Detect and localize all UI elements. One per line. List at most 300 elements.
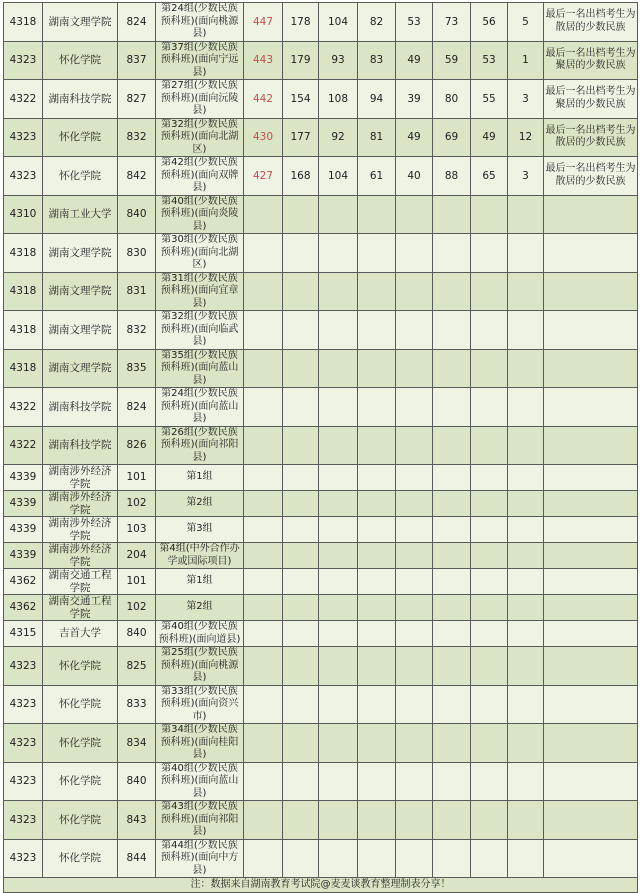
subject-score: [396, 517, 433, 543]
subject-score: [471, 543, 508, 569]
subject-score: [283, 491, 319, 517]
subject-score: 53: [471, 41, 508, 80]
table-row: [4, 3, 638, 42]
institution-code: 4323: [4, 647, 43, 686]
subject-score: 39: [396, 80, 433, 119]
institution-code: 4322: [4, 80, 43, 119]
subject-score: [358, 762, 396, 801]
remark: [544, 234, 638, 273]
subject-score: 177: [283, 118, 319, 157]
subject-score: [508, 595, 544, 621]
subject-score: [433, 426, 471, 465]
remark: [544, 595, 638, 621]
min-score: [244, 801, 283, 840]
subject-score: [433, 543, 471, 569]
admission-score-table: [3, 2, 638, 893]
institution-code: 4362: [4, 595, 43, 621]
subject-score: [283, 311, 319, 350]
subject-score: [471, 621, 508, 647]
group-code: 835: [118, 349, 156, 388]
institution-name: 怀化学院: [43, 839, 118, 878]
table-row: [4, 195, 638, 234]
group-name: 第44组(少数民族预科班)(面向中方县): [156, 839, 244, 878]
subject-score: [433, 647, 471, 686]
remark: [544, 543, 638, 569]
table-row: [4, 685, 638, 724]
subject-score: [358, 517, 396, 543]
subject-score: [508, 543, 544, 569]
institution-name: 怀化学院: [43, 685, 118, 724]
subject-score: [358, 195, 396, 234]
subject-score: [319, 491, 358, 517]
subject-score: [471, 388, 508, 427]
min-score: [244, 685, 283, 724]
subject-score: [433, 349, 471, 388]
table-row: [4, 311, 638, 350]
table-row: [4, 349, 638, 388]
subject-score: 88: [433, 157, 471, 196]
group-name: 第2组: [156, 595, 244, 621]
table-row: [4, 491, 638, 517]
subject-score: [396, 426, 433, 465]
subject-score: 56: [471, 3, 508, 42]
subject-score: [319, 569, 358, 595]
group-name: 第33组(少数民族预科班)(面向资兴市): [156, 685, 244, 724]
subject-score: [358, 426, 396, 465]
subject-score: [471, 685, 508, 724]
group-code: 830: [118, 234, 156, 273]
table-row: [4, 388, 638, 427]
subject-score: 40: [396, 157, 433, 196]
min-score: 442: [244, 80, 283, 119]
subject-score: [319, 543, 358, 569]
subject-score: [319, 801, 358, 840]
subject-score: [433, 517, 471, 543]
table-row: [4, 41, 638, 80]
table-row: [4, 157, 638, 196]
remark: [544, 621, 638, 647]
subject-score: 5: [508, 3, 544, 42]
subject-score: [358, 724, 396, 763]
subject-score: [508, 724, 544, 763]
subject-score: [283, 762, 319, 801]
remark: [544, 724, 638, 763]
subject-score: 12: [508, 118, 544, 157]
subject-score: [319, 647, 358, 686]
subject-score: [433, 388, 471, 427]
remark: [544, 647, 638, 686]
subject-score: [433, 491, 471, 517]
subject-score: [471, 311, 508, 350]
group-code: 831: [118, 272, 156, 311]
subject-score: 81: [358, 118, 396, 157]
min-score: [244, 621, 283, 647]
min-score: [244, 426, 283, 465]
group-name: 第40组(少数民族预科班)(面向道县): [156, 621, 244, 647]
institution-name: 怀化学院: [43, 724, 118, 763]
subject-score: 93: [319, 41, 358, 80]
institution-code: 4339: [4, 465, 43, 491]
subject-score: [508, 195, 544, 234]
group-code: 834: [118, 724, 156, 763]
subject-score: [319, 349, 358, 388]
subject-score: [471, 839, 508, 878]
min-score: [244, 647, 283, 686]
subject-score: 49: [471, 118, 508, 157]
subject-score: [358, 543, 396, 569]
subject-score: [396, 388, 433, 427]
min-score: [244, 465, 283, 491]
subject-score: [471, 569, 508, 595]
subject-score: [433, 621, 471, 647]
min-score: [244, 195, 283, 234]
subject-score: [508, 762, 544, 801]
min-score: [244, 724, 283, 763]
subject-score: [396, 685, 433, 724]
subject-score: [283, 724, 319, 763]
subject-score: 49: [396, 118, 433, 157]
institution-code: 4322: [4, 426, 43, 465]
subject-score: [433, 465, 471, 491]
institution-code: 4323: [4, 762, 43, 801]
subject-score: [358, 685, 396, 724]
subject-score: [508, 801, 544, 840]
subject-score: [508, 839, 544, 878]
subject-score: [508, 388, 544, 427]
subject-score: [508, 272, 544, 311]
group-code: 102: [118, 491, 156, 517]
group-code: 840: [118, 762, 156, 801]
subject-score: [358, 349, 396, 388]
min-score: [244, 762, 283, 801]
subject-score: 178: [283, 3, 319, 42]
subject-score: [433, 762, 471, 801]
subject-score: [396, 272, 433, 311]
subject-score: [396, 543, 433, 569]
group-code: 844: [118, 839, 156, 878]
institution-code: 4323: [4, 839, 43, 878]
table-footer: [4, 878, 638, 893]
institution-name: 湖南文理学院: [43, 272, 118, 311]
institution-name: 湖南交通工程学院: [43, 569, 118, 595]
subject-score: 3: [508, 80, 544, 119]
subject-score: [396, 839, 433, 878]
institution-name: 湖南科技学院: [43, 388, 118, 427]
min-score: 427: [244, 157, 283, 196]
group-name: 第25组(少数民族预科班)(面向桃源县): [156, 647, 244, 686]
min-score: [244, 272, 283, 311]
group-code: 843: [118, 801, 156, 840]
group-name: 第1组: [156, 465, 244, 491]
remark: [544, 195, 638, 234]
min-score: [244, 311, 283, 350]
subject-score: [471, 801, 508, 840]
institution-name: 湖南科技学院: [43, 80, 118, 119]
subject-score: 94: [358, 80, 396, 119]
group-name: 第31组(少数民族预科班)(面向宜章县): [156, 272, 244, 311]
group-code: 824: [118, 3, 156, 42]
subject-score: [283, 569, 319, 595]
subject-score: [358, 801, 396, 840]
subject-score: 104: [319, 157, 358, 196]
min-score: 443: [244, 41, 283, 80]
institution-code: 4362: [4, 569, 43, 595]
subject-score: [508, 569, 544, 595]
subject-score: [471, 272, 508, 311]
institution-code: 4339: [4, 491, 43, 517]
table-row: [4, 426, 638, 465]
table-row: [4, 272, 638, 311]
institution-name: 湖南文理学院: [43, 349, 118, 388]
table-row: [4, 621, 638, 647]
subject-score: [319, 595, 358, 621]
subject-score: [396, 195, 433, 234]
group-name: 第24组(少数民族预科班)(面向蓝山县): [156, 388, 244, 427]
subject-score: [283, 349, 319, 388]
min-score: [244, 349, 283, 388]
subject-score: [508, 349, 544, 388]
group-code: 101: [118, 465, 156, 491]
subject-score: 49: [396, 41, 433, 80]
table-row: [4, 595, 638, 621]
subject-score: [358, 465, 396, 491]
institution-name: 怀化学院: [43, 801, 118, 840]
group-name: 第32组(少数民族预科班)(面向北湖区): [156, 118, 244, 157]
subject-score: [319, 234, 358, 273]
subject-score: [319, 762, 358, 801]
subject-score: [471, 234, 508, 273]
remark: 最后一名出档考生为聚居的少数民族: [544, 41, 638, 80]
remark: [544, 839, 638, 878]
institution-name: 湖南涉外经济学院: [43, 491, 118, 517]
group-code: 840: [118, 621, 156, 647]
subject-score: [358, 647, 396, 686]
institution-code: 4323: [4, 685, 43, 724]
subject-score: [433, 724, 471, 763]
min-score: [244, 839, 283, 878]
subject-score: [471, 426, 508, 465]
min-score: [244, 517, 283, 543]
subject-score: [396, 569, 433, 595]
remark: [544, 685, 638, 724]
group-name: 第32组(少数民族预科班)(面向临武县): [156, 311, 244, 350]
institution-code: 4323: [4, 157, 43, 196]
group-name: 第42组(少数民族预科班)(面向双牌县): [156, 157, 244, 196]
subject-score: [283, 388, 319, 427]
subject-score: 82: [358, 3, 396, 42]
subject-score: [319, 465, 358, 491]
remark: 最后一名出档考生为散居的少数民族: [544, 157, 638, 196]
subject-score: [396, 349, 433, 388]
group-code: 204: [118, 543, 156, 569]
subject-score: [433, 272, 471, 311]
subject-score: [433, 595, 471, 621]
subject-score: [319, 311, 358, 350]
subject-score: [319, 839, 358, 878]
remark: [544, 311, 638, 350]
min-score: 430: [244, 118, 283, 157]
group-code: 837: [118, 41, 156, 80]
subject-score: [433, 195, 471, 234]
group-name: 第2组: [156, 491, 244, 517]
remark: [544, 349, 638, 388]
subject-score: [471, 595, 508, 621]
subject-score: 168: [283, 157, 319, 196]
subject-score: [471, 195, 508, 234]
source-note: 注：数据来自湖南教育考试院@麦麦谈教育整理制表分享！: [4, 878, 638, 893]
min-score: [244, 388, 283, 427]
subject-score: [319, 195, 358, 234]
subject-score: 65: [471, 157, 508, 196]
institution-name: 湖南涉外经济学院: [43, 465, 118, 491]
subject-score: [358, 839, 396, 878]
group-name: 第27组(少数民族预科班)(面向沅陵县): [156, 80, 244, 119]
subject-score: [396, 647, 433, 686]
institution-code: 4323: [4, 724, 43, 763]
remark: [544, 762, 638, 801]
subject-score: [508, 465, 544, 491]
institution-code: 4323: [4, 118, 43, 157]
group-code: 824: [118, 388, 156, 427]
subject-score: [319, 426, 358, 465]
group-code: 825: [118, 647, 156, 686]
subject-score: [471, 647, 508, 686]
subject-score: [396, 762, 433, 801]
table-row: [4, 724, 638, 763]
institution-code: 4318: [4, 349, 43, 388]
subject-score: [358, 569, 396, 595]
remark: [544, 465, 638, 491]
group-code: 826: [118, 426, 156, 465]
group-code: 840: [118, 195, 156, 234]
institution-code: 4310: [4, 195, 43, 234]
group-name: 第26组(少数民族预科班)(面向祁阳县): [156, 426, 244, 465]
subject-score: [283, 517, 319, 543]
subject-score: [433, 839, 471, 878]
min-score: [244, 595, 283, 621]
subject-score: [396, 801, 433, 840]
min-score: [244, 491, 283, 517]
subject-score: 1: [508, 41, 544, 80]
subject-score: [319, 685, 358, 724]
subject-score: [396, 491, 433, 517]
institution-code: 4318: [4, 272, 43, 311]
subject-score: [433, 685, 471, 724]
subject-score: [396, 621, 433, 647]
subject-score: [471, 517, 508, 543]
table-row: [4, 801, 638, 840]
subject-score: 104: [319, 3, 358, 42]
subject-score: [508, 234, 544, 273]
subject-score: [283, 272, 319, 311]
subject-score: 179: [283, 41, 319, 80]
institution-code: 4318: [4, 3, 43, 42]
institution-name: 吉首大学: [43, 621, 118, 647]
group-name: 第40组(少数民族预科班)(面向炎陵县): [156, 195, 244, 234]
remark: [544, 388, 638, 427]
subject-score: [433, 569, 471, 595]
remark: [544, 517, 638, 543]
institution-code: 4318: [4, 234, 43, 273]
institution-name: 湖南交通工程学院: [43, 595, 118, 621]
table-row: [4, 839, 638, 878]
subject-score: 80: [433, 80, 471, 119]
group-name: 第3组: [156, 517, 244, 543]
remark: 最后一名出档考生为聚居的少数民族: [544, 80, 638, 119]
subject-score: [358, 595, 396, 621]
group-code: 832: [118, 118, 156, 157]
institution-name: 怀化学院: [43, 762, 118, 801]
subject-score: [396, 311, 433, 350]
min-score: [244, 234, 283, 273]
subject-score: [396, 724, 433, 763]
group-code: 103: [118, 517, 156, 543]
table-row: [4, 543, 638, 569]
subject-score: [433, 311, 471, 350]
subject-score: [319, 724, 358, 763]
subject-score: 3: [508, 157, 544, 196]
subject-score: [283, 647, 319, 686]
subject-score: [358, 272, 396, 311]
subject-score: 73: [433, 3, 471, 42]
institution-name: 湖南科技学院: [43, 426, 118, 465]
subject-score: [508, 647, 544, 686]
subject-score: 83: [358, 41, 396, 80]
subject-score: 69: [433, 118, 471, 157]
table-row: [4, 762, 638, 801]
subject-score: [471, 349, 508, 388]
group-name: 第30组(少数民族预科班)(面向北湖区): [156, 234, 244, 273]
institution-name: 湖南涉外经济学院: [43, 517, 118, 543]
subject-score: 53: [396, 3, 433, 42]
table-row: [4, 118, 638, 157]
remark: [544, 426, 638, 465]
subject-score: [319, 272, 358, 311]
subject-score: [283, 685, 319, 724]
subject-score: 55: [471, 80, 508, 119]
group-code: 101: [118, 569, 156, 595]
min-score: [244, 569, 283, 595]
group-name: 第24组(少数民族预科班)(面向桃源县): [156, 3, 244, 42]
subject-score: [283, 801, 319, 840]
subject-score: [319, 621, 358, 647]
subject-score: [471, 724, 508, 763]
institution-name: 怀化学院: [43, 157, 118, 196]
institution-name: 怀化学院: [43, 118, 118, 157]
table-row: [4, 80, 638, 119]
subject-score: 154: [283, 80, 319, 119]
subject-score: [508, 311, 544, 350]
group-name: 第35组(少数民族预科班)(面向蓝山县): [156, 349, 244, 388]
subject-score: [319, 388, 358, 427]
institution-code: 4339: [4, 517, 43, 543]
subject-score: [283, 543, 319, 569]
subject-score: [508, 491, 544, 517]
subject-score: [433, 234, 471, 273]
group-name: 第34组(少数民族预科班)(面向桂阳县): [156, 724, 244, 763]
subject-score: [396, 465, 433, 491]
table-row: [4, 234, 638, 273]
subject-score: [508, 685, 544, 724]
institution-code: 4323: [4, 801, 43, 840]
institution-code: 4322: [4, 388, 43, 427]
subject-score: [283, 465, 319, 491]
group-name: 第43组(少数民族预科班)(面向祁阳县): [156, 801, 244, 840]
subject-score: [396, 595, 433, 621]
table-row: [4, 647, 638, 686]
institution-code: 4323: [4, 41, 43, 80]
group-code: 102: [118, 595, 156, 621]
